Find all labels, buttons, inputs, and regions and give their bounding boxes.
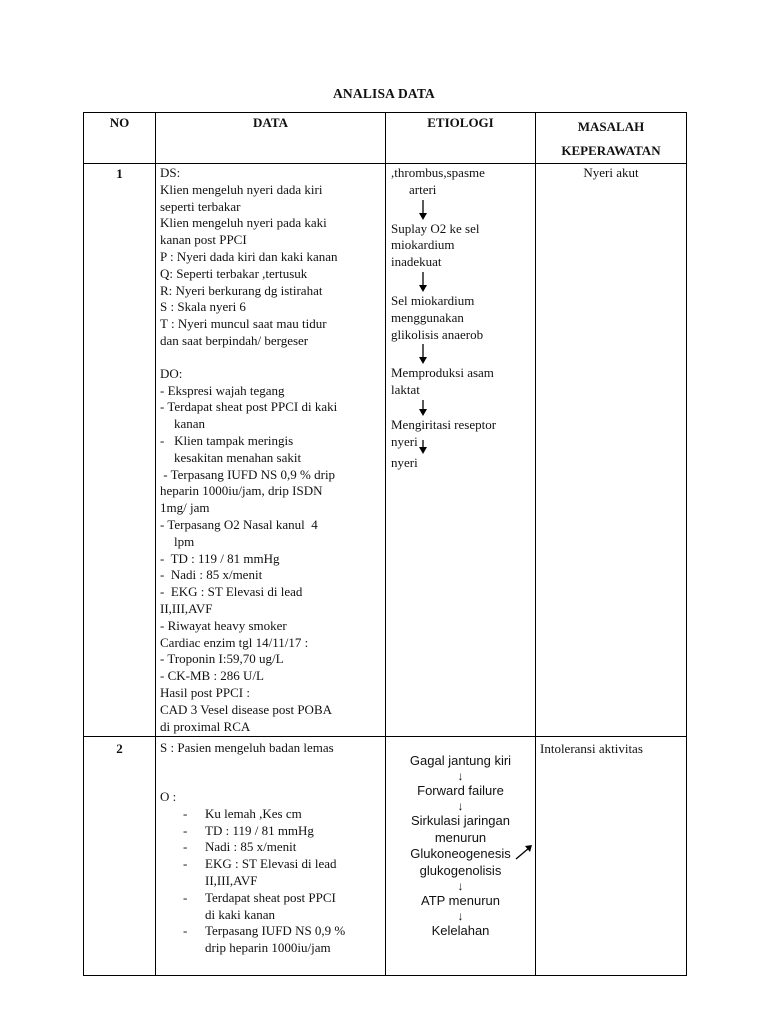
data-line: - Riwayat heavy smoker — [160, 617, 287, 633]
data-line: Klien mengeluh nyeri dada kiri — [160, 181, 323, 197]
data-line: Klien mengeluh nyeri pada kaki — [160, 215, 327, 231]
data-cell — [156, 737, 386, 976]
etiologi-line: Kelelahan — [431, 922, 490, 938]
data-line: DO: — [160, 365, 183, 381]
masalah-cell: Intoleransi aktivitas — [536, 737, 687, 976]
header-no: NO — [84, 113, 156, 164]
data-cell — [156, 164, 386, 737]
data-line: - CK-MB : 286 U/L — [160, 668, 264, 684]
data-line: Q: Seperti terbakar ,tertusuk — [160, 265, 308, 281]
etiologi-line: Sirkulasi jaringan — [411, 812, 510, 828]
diagonal-arrow-icon — [515, 844, 533, 860]
item-text: Terdapat sheat post PPCI — [205, 889, 336, 905]
etiologi-line: miokardium — [391, 237, 455, 253]
header-row — [84, 113, 687, 164]
etiologi-text: Glukoneogenesis — [410, 846, 511, 862]
data-line: Hasil post PPCI : — [160, 684, 250, 700]
data-line: 1mg/ jam — [160, 500, 210, 516]
item-text: di kaki kanan — [205, 906, 276, 922]
etiologi-line: arteri — [409, 181, 437, 197]
header-masalah — [536, 113, 687, 164]
down-arrow-icon: ↓ — [457, 769, 464, 784]
down-arrow-icon — [391, 343, 530, 365]
down-arrow-icon — [391, 199, 530, 221]
down-arrow-icon — [391, 439, 530, 455]
etiologi-line: Sel miokardium — [391, 292, 475, 308]
data-line: di proximal RCA — [160, 718, 251, 734]
list-item: - Nadi : 85 x/menit — [160, 839, 382, 856]
etiologi-line: laktat — [391, 382, 420, 398]
data-line: - TD : 119 / 81 mmHg — [160, 550, 280, 566]
blank-line — [160, 757, 382, 773]
masalah-cell: Nyeri akut — [536, 164, 687, 737]
data-line: dan saat berpindah/ bergeser — [160, 332, 309, 348]
table-row — [84, 737, 687, 976]
etiologi-line: Mengiritasi reseptor — [391, 416, 497, 432]
etiologi-line: glikolisis anaerob — [391, 326, 484, 342]
row-number: 1 — [84, 164, 156, 737]
etiologi-line — [391, 846, 530, 863]
data-line: - Troponin I:59,70 ug/L — [160, 651, 284, 667]
item-text: Nadi : 85 x/menit — [205, 839, 297, 855]
data-line: kesakitan menahan sakit — [174, 449, 302, 465]
data-line: seperti terbakar — [160, 198, 241, 214]
etiologi-line: Suplay O2 ke sel — [391, 220, 480, 236]
item-text: drip heparin 1000iu/jam — [205, 940, 331, 956]
etiologi-line: ,thrombus,spasme — [391, 165, 485, 180]
list-item: - Terpasang IUFD NS 0,9 % drip heparin 1000iu/jam — [160, 923, 382, 957]
row-number: 2 — [84, 737, 156, 976]
etiologi-line: menggunakan — [391, 309, 464, 325]
objective-label: O : — [160, 789, 177, 805]
item-text: II,III,AVF — [205, 873, 258, 889]
data-line: - Nadi : 85 x/menit — [160, 567, 263, 583]
item-text: TD : 119 / 81 mmHg — [205, 822, 314, 838]
header-masalah-text: MASALAH KEPERAWATAN — [561, 119, 661, 158]
blank-line — [160, 350, 382, 366]
page-title: ANALISA DATA — [332, 86, 436, 101]
etiologi-line: inadekuat — [391, 254, 442, 270]
data-line: CAD 3 Vesel disease post POBA — [160, 701, 333, 717]
data-line: kanan — [174, 416, 206, 432]
blank-line — [160, 773, 382, 789]
down-arrow-icon — [391, 271, 530, 293]
data-line: - EKG : ST Elevasi di lead — [160, 584, 303, 600]
objective-list — [160, 806, 382, 957]
item-text: Ku lemah ,Kes cm — [205, 805, 302, 821]
etiologi-line: ATP menurun — [420, 893, 500, 909]
list-item: - EKG : ST Elevasi di lead II,III,AVF — [160, 856, 382, 890]
data-line: II,III,AVF — [160, 600, 213, 616]
item-text: EKG : ST Elevasi di lead — [205, 856, 337, 872]
data-line: Cardiac enzim tgl 14/11/17 : — [160, 634, 309, 650]
data-line: - Terpasang O2 Nasal kanul 4 — [160, 516, 318, 532]
data-line: - Terpasang IUFD NS 0,9 % drip — [160, 466, 336, 482]
down-arrow-icon: ↓ — [457, 879, 464, 894]
data-line: R: Nyeri berkurang dg istirahat — [160, 282, 323, 298]
etiologi-line: glukogenolisis — [419, 863, 502, 879]
analysis-table — [83, 112, 687, 976]
header-data: DATA — [156, 113, 386, 164]
data-line: S : Skala nyeri 6 — [160, 299, 246, 315]
data-line: - Terdapat sheat post PPCI di kaki — [160, 399, 338, 415]
data-line: heparin 1000iu/jam, drip ISDN — [160, 483, 323, 499]
list-item: - Ku lemah ,Kes cm — [160, 806, 382, 823]
item-text: Terpasang IUFD NS 0,9 % — [205, 923, 346, 939]
data-line: kanan post PPCI — [160, 232, 247, 248]
down-arrow-icon: ↓ — [457, 798, 464, 813]
etiologi-cell — [386, 164, 536, 737]
header-etiologi: ETIOLOGI — [386, 113, 536, 164]
data-line: T : Nyeri muncul saat mau tidur — [160, 316, 327, 332]
etiologi-line: Forward failure — [417, 783, 504, 799]
data-line: - Ekspresi wajah tegang — [160, 382, 285, 398]
down-arrow-icon — [391, 399, 530, 417]
etiologi-line: Memproduksi asam — [391, 365, 494, 381]
etiologi-line: menurun — [434, 829, 487, 845]
data-line: - Klien tampak meringis — [160, 432, 294, 448]
data-line: lpm — [174, 533, 195, 549]
etiologi-line: nyeri — [391, 433, 418, 449]
etiologi-line: nyeri — [391, 454, 418, 470]
list-item: - TD : 119 / 81 mmHg — [160, 823, 382, 840]
data-line: P : Nyeri dada kiri dan kaki kanan — [160, 248, 338, 264]
etiologi-cell — [386, 737, 536, 976]
subjective-line: S : Pasien mengeluh badan lemas — [160, 740, 334, 756]
list-item: - Terdapat sheat post PPCI di kaki kanan — [160, 890, 382, 924]
etiologi-line: Gagal jantung kiri — [409, 753, 512, 769]
table-row — [84, 164, 687, 737]
down-arrow-icon: ↓ — [457, 908, 464, 923]
data-line: DS: — [160, 165, 181, 180]
